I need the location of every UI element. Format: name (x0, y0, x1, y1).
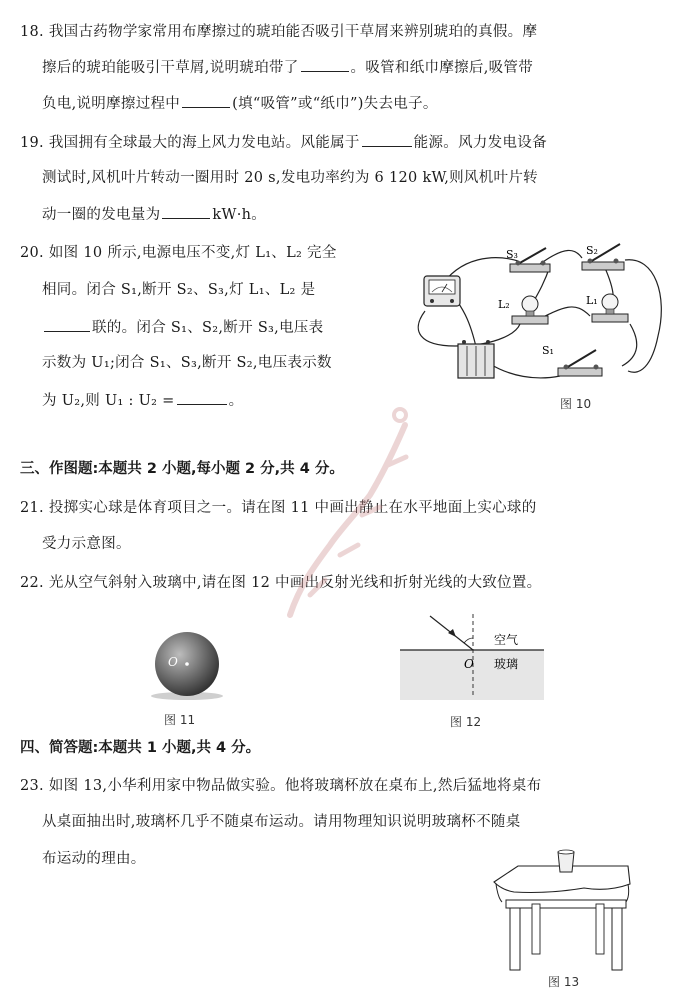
point-o-label: O (168, 655, 178, 669)
q20-line-5-a: 为 U₂,则 U₁ : U₂ = (42, 393, 175, 409)
figure-12-refraction (398, 610, 558, 735)
q21-line-2: 受力示意图。 (42, 536, 131, 552)
q20-line-4: 示数为 U₁;闭合 S₁、S₃,断开 S₂,电压表示数 (42, 355, 332, 371)
q19-line-1 (20, 132, 547, 153)
label-s1: S₁ (542, 344, 554, 357)
air-label: 空气 (494, 633, 519, 647)
voltmeter (424, 276, 460, 306)
label-s2: S₂ (586, 244, 598, 257)
q18-line-3-b: (填“吸管”或“纸巾”)失去电子。 (232, 96, 438, 112)
figure-10-caption: 图 10 (560, 397, 592, 411)
q18-blank-1[interactable] (301, 57, 349, 72)
lamp-l2 (512, 296, 548, 324)
figure-13-caption: 图 13 (548, 975, 580, 989)
q19-line-3-a: 动一圈的发电量为 (42, 207, 161, 223)
q20-line-5-b: 。 (228, 393, 244, 409)
q23-line-2: 从桌面抽出时,玻璃杯几乎不随桌布运动。请用物理知识说明玻璃杯不随桌 (42, 814, 521, 830)
wire (625, 260, 661, 373)
label-l1: L₁ (586, 294, 598, 307)
switch-s1 (558, 350, 602, 376)
table-leg (596, 904, 604, 954)
q18-blank-2[interactable] (182, 93, 230, 108)
figure-11-ball (140, 620, 240, 732)
q21-line-1: 21. 投掷实心球是体育项目之一。请在图 11 中画出静止在水平地面上实心球的 (20, 500, 537, 516)
q19-line-1-b: 能源。风力发电设备 (413, 135, 547, 151)
q19-line-3-b: kW·h。 (212, 207, 267, 223)
point-o-label: O (464, 657, 474, 671)
figure-13-table (488, 842, 638, 992)
q22-line-1: 22. 光从空气斜射入玻璃中,请在图 12 中画出反射光线和折射光线的大致位置。 (20, 575, 542, 591)
q20-line-2: 相同。闭合 S₁,断开 S₂、S₃,灯 L₁、L₂ 是 (42, 282, 316, 298)
tabletop-edge (506, 900, 626, 908)
q20-line-1: 20. 如图 10 所示,电源电压不变,灯 L₁、L₂ 完全 (20, 245, 337, 261)
q19-line-1-a: 19. 我国拥有全球最大的海上风力发电站。风能属于 (20, 135, 360, 151)
angle-arc (464, 638, 473, 643)
wire (418, 311, 520, 346)
q18-line-1: 18. 我国古药物学家常用布摩擦过的琥珀能否吸引干草屑来辨别琥珀的真假。摩 (20, 24, 538, 40)
q19-line-3 (42, 204, 266, 225)
incident-arrow-icon (448, 629, 456, 637)
q18-line-3-a: 负电,说明摩擦过程中 (42, 96, 181, 112)
table-leg (532, 904, 540, 954)
q18-line-2-b: 。吸管和纸巾摩擦后,吸管带 (350, 60, 534, 76)
q19-line-2: 测试时,风机叶片转动一圈用时 20 s,发电功率约为 6 120 kW,则风机叶片转 (42, 170, 538, 186)
glass-cup (558, 852, 574, 872)
glass-label: 玻璃 (494, 657, 519, 671)
q18-line-3 (42, 93, 438, 114)
figure-12-caption: 图 12 (450, 715, 482, 729)
q20-blank-1[interactable] (44, 317, 90, 332)
q18-line-2-a: 擦后的琥珀能吸引干草屑,说明琥珀带了 (42, 60, 299, 76)
figure-10-circuit (400, 236, 672, 416)
section-3-heading: 三、作图题:本题共 2 小题,每小题 2 分,共 4 分。 (20, 461, 344, 477)
figure-11-caption: 图 11 (164, 713, 196, 727)
q20-line-3 (42, 317, 323, 338)
label-s3: S₃ (506, 248, 518, 261)
label-l2: L₂ (498, 298, 510, 311)
wire (540, 250, 582, 264)
table-leg (510, 908, 520, 970)
q18-line-2 (42, 57, 533, 78)
q20-line-5 (42, 390, 243, 411)
q19-blank-1[interactable] (362, 132, 412, 147)
table-leg (612, 908, 622, 970)
watermark-stamp (270, 395, 430, 625)
section-4-heading: 四、简答题:本题共 1 小题,共 4 分。 (20, 740, 261, 756)
q20-line-3-text: 联的。闭合 S₁、S₂,断开 S₃,电压表 (92, 320, 324, 336)
q20-blank-2[interactable] (177, 390, 227, 405)
center-point (185, 662, 189, 666)
wire (490, 364, 560, 378)
wire (622, 324, 637, 366)
battery (458, 340, 494, 378)
q19-blank-2[interactable] (162, 204, 210, 219)
q23-line-1: 23. 如图 13,小华利用家中物品做实验。他将玻璃杯放在桌布上,然后猛地将桌布 (20, 778, 542, 794)
glass-cup-rim (558, 850, 574, 854)
q23-line-3: 布运动的理由。 (42, 851, 146, 867)
